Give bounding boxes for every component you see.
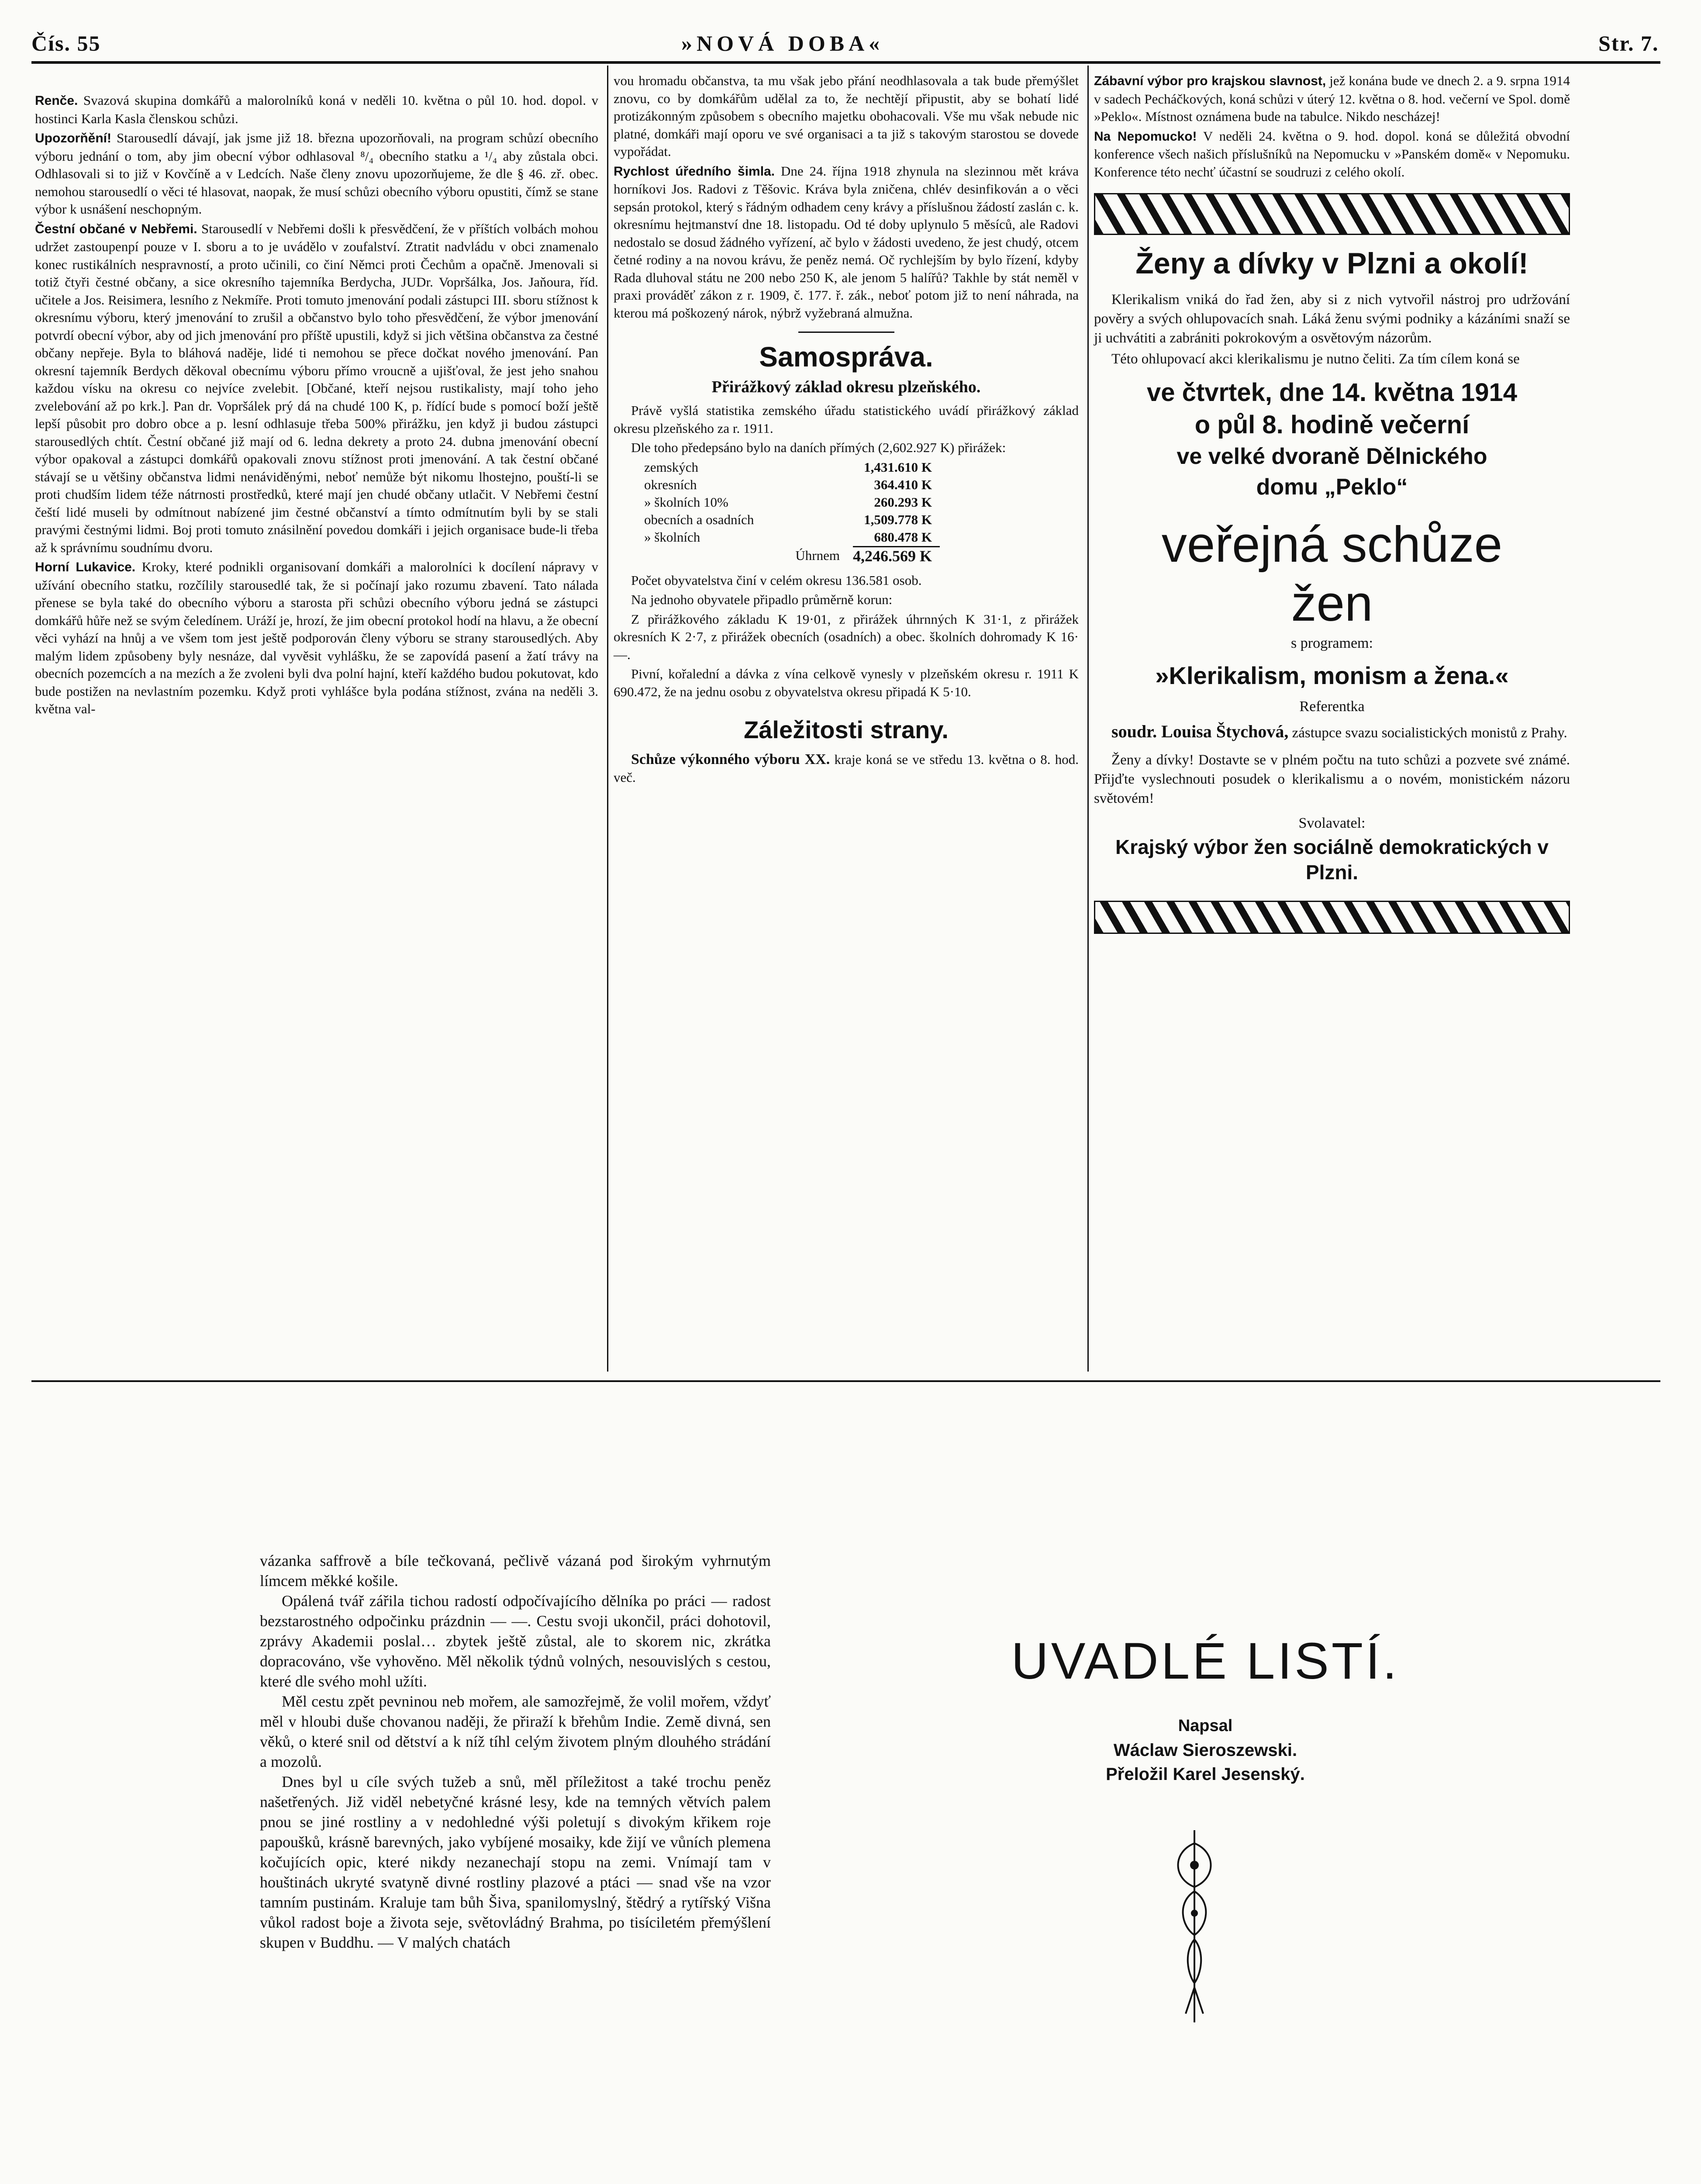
article-continuation: vou hromadu občanstva, ta mu však jebo přání neodhlasovala a tak bude přemýšlet znovu, co by domkářům udělal za to, že nechtějí připustit, aby se bohatí lidé protizákonným způsobem s obecního majetku obohacovali. Vše mu však nebude nic platné, domkáři mají oporu ve své organisaci a ta již s takovým starostou se dovede vypořádat.	[614, 73, 1079, 159]
table-row: obecních a osadních 1,509.778 K	[644, 511, 932, 527]
article-text: Svazová skupina domkářů a malorolníků koná v neděli 10. května o půl 10. hod. dopol. v hostinci Karla Kasla členskou schůzi.	[35, 93, 598, 126]
article-urednich-simla	[614, 162, 1079, 322]
column-3	[1094, 72, 1570, 934]
column-rule-2	[1087, 66, 1089, 1372]
story-paragraph: Měl cestu zpět pevninou neb mořem, ale samozřejmě, že volil mořem, vždyť měl v hloubi duše chovanou naději, že přiraží k břehům Indie. Země divná, sen věků, o které snil od dětství a k níž tíhl celým životem plným dlouhého strádání a mozolů.	[260, 1693, 771, 1770]
page-number: Str. 7.	[1598, 31, 1659, 55]
ad-convener: Krajský výbor žen sociálně demokratických v Plzni.	[1115, 836, 1549, 884]
ad-meeting-subject: žen	[1291, 575, 1373, 632]
story-paragraph: vázanka saffrově a bíle tečkovaná, pečlivě vázaná pod širokým vyhrnutým límcem měkké košile.	[260, 1552, 771, 1590]
surcharge-table	[644, 459, 940, 565]
column-rule-1	[607, 66, 608, 1372]
table-row: okresních 364.410 K	[644, 477, 932, 492]
beer-tax-paragraph: Pivní, kořalední a dávka z vína celkově vynesly v plzeňském okresu r. 1911 K 690.472, že na jednu osobu z obyvatelstva okresu připadá K 5·10.	[614, 666, 1079, 699]
ad-topic: »Klerikalism, monism a žena.«	[1155, 662, 1509, 689]
party-meeting-paragraph: Schůze výkonného výboru XX. kraje koná se ve středu 13. května o 8. hod. več.	[614, 751, 1079, 785]
newspaper-title: »NOVÁ DOBA«	[681, 31, 884, 55]
header-rule	[31, 61, 1660, 64]
ornament-icon	[1164, 1826, 1225, 2027]
article-keyword: Renče.	[35, 93, 78, 108]
surcharge-intro: Právě vyšlá statistika zemského úřadu statistického uvádí přirážkový základ okresu plzeňského za r. 1911.	[614, 403, 1079, 436]
story-paragraph: Dnes byl u cíle svých tužeb a snů, měl příležitost a také trochu peněz našetřených. Již viděl nebetyčné krásné lesy, kde na temných větvích palem pnou se jiné rostliny a v nedohledné výši poletují s divokým křikem roje papoušků, krásně barevných, jako vybíjené mosaiky, kde žijí ve vůních plemena kočujících opic, které nikdy nezanechají stopu na zemi. Vnímají tam v houštinách ukryté svatyně divné rostliny plazové a ptáci — snad vše na vzor tamním pustinám. Kraluje tam bůh Šiva, spanilomyslný, štědrý a rytířský Višna vůkol radost boje a života seje, světovládný Brahma, po tisíciletém přemýšlení skupen v Buddhu. — V malých chatách	[260, 1773, 771, 1951]
booklet-by: Napsal	[1178, 1717, 1233, 1735]
article-nebrem	[35, 220, 598, 557]
article-keyword: Zábavní výbor pro krajskou slavnost,	[1094, 74, 1326, 88]
article-text: V neděli 24. května o 9. hod. dopol. koná se důležitá obvodní konference všech našich příslušníků na Nepomucku v »Panském domě« v Nepomuku. Konference této nechť účastní se soudruzi z celého okolí.	[1094, 128, 1570, 180]
story-excerpt	[260, 1551, 771, 1952]
ad-meeting-title: veřejná schůze	[1161, 516, 1503, 573]
page-bottom-rule	[31, 1380, 1660, 1382]
surcharge-intro-2: Dle toho předepsáno bylo na daních přímých (2,602.927 K) přirážek:	[631, 440, 1006, 455]
article-text: jež konána bude ve dnech 2. a 9. srpna 1914 v sadech Pecháčkových, koná schůzi v úterý 12. května o 8. hod. večerní ve Spol. domě »Peklo«. Místnost oznámena bude na tabulce. Nikdo nescházej!	[1094, 73, 1570, 124]
per-capita-paragraph: Z přirážkového základu K 19·01, z přirážek úhrnných K 31·1, z přirážek okresních K 2·7, z přirážek obecních (osadních) a obec. školních dohromady K 16·—.	[614, 611, 1079, 662]
article-upozorneni	[35, 129, 598, 218]
ad-title: Ženy a dívky v Plzni a okolí!	[1135, 247, 1528, 280]
article-keyword: Upozorňění!	[35, 131, 111, 145]
ad-paragraph: Klerikalism vniká do řad žen, aby si z nich vytvořil nástroj pro udržování pověry a svých ohlupovacích snah. Láká ženu svými podniky a kázáními snaží se ji uchvátiti a zabrániti pokrokovým a osvětovým názorům.	[1094, 292, 1570, 346]
population-paragraph: Počet obyvatelstva činí v celém okresu 136.581 osob.	[631, 572, 922, 588]
section-heading-party: Záležitosti strany.	[744, 716, 949, 743]
subsection-heading: Přirážkový základ okresu plzeňského.	[711, 378, 981, 396]
ad-venue-line-2: domu „Peklo“	[1256, 474, 1408, 500]
ad-referent-label: Referentka	[1299, 698, 1365, 715]
ad-convener-label: Svolavatel:	[1298, 815, 1366, 831]
table-row: » školních 10% 260.293 K	[644, 494, 932, 510]
article-text: Starousedlí v Nebřemi došli k přesvědčení, že v příštích volbách mohou udržet zastoupenpí pouze v I. sboru a to je uvádělo v zoufalství. Ztratit nadvládu v obci znamenalo konec rustikálních nespravností, a proto učinili, co činí Němci proti Čechům a opačně. Jmenovali si totiž čtyři čestné občany, a sice okresního tajemníka Berdycha, JUDr. Vopršálka, Jos. Jaňoura, říd. učitele a Jos. Reisimera, lesního z Nekmíře. Proti tomuto jmenování podali zástupci III. sboru stížnost k okresnímu výboru, který jmenování to zrušil a občanstvo bylo toho přesvědčení, že výbor jmenování potvrdí obecní výbor, aby od jich jmenování pro příště upustili, když si jich většina občanstva za čestné občany nepřeje. Byla to bláhová naděje, lidé ti nemohou se přece dočkat nového jmenování. Pan okresní tajemník Berdych děkoval obecnímu výboru přímo vroucně a ujišťoval, že jest jeho snahou každou vísku na okresu co nejvíce zvelebit. [Občané, kteří nejsou rustikalisty, mají toho jeho zvelebování až po krk.]. Pan dr. Vopršálek prý dá na chudé 100 K, p. řídící bude s pomocí boží ještě lepší působit pro dobro obce a p. lesní odhlasuje třeba 500% přirážku, jen když ji budou zástupci starousedlých chtít. Čestní občané již mají od 6. ledna dekrety a proto 24. dubna jmenování obecní výbor opakoval a zástupci domkářů opakovali znovu stížnost proti jmenování. A tak čestní občané stávají se u většiny občanstva lidmi nenáviděnými, neboť nemůže být nikomu lhostejno, pouští-li se proti chudším lidem téže nátrnosti prostředků, které mají jen chudé občany utlačit. V Nebřemi čestní čeští lidé museli by odmítnout nabízené jim čestné občanství a tímto odmítnutím byli by se stali pravými čestnými lidmi. Boj proti tomuto znásilnění povedou domkáři i jejich organisace bude-li třeba až k správnímu soudnímu dvoru.	[35, 221, 598, 555]
section-heading-samosprava: Samospráva.	[759, 341, 933, 373]
booklet-title: UVADLÉ LISTÍ.	[1011, 1632, 1400, 1690]
article-keyword: Na Nepomucko!	[1094, 129, 1197, 144]
ad-speaker: soudr. Louisa Štychová, zástupce svazu socialistických monistů z Prahy.	[1111, 722, 1567, 741]
article-keyword: Čestní občané v Nebřemi.	[35, 221, 197, 236]
article-text: Kroky, které podnikli organisovaní domkáři a malorolníci k docílení nápravy v užívání obecního statku, rozčílily starousedlé tak, že si počínají jako rozumu zbavení. Tato nálada přenese se byla také do obecního výboru a starosta při schůzi obecního výboru jedná se zástupci domkářů hůře než se svým čeledínem. Uráží je, hrozí, že jim obecní protokol hodí na hlavu, a že obecní věci vyhází na hnůj a ve všem tom jest ještě podporován členy výboru se strany starousedlých. Aby malým lidem způsobeny byly nesnáze, dal vyvěsit vyhlášku, že se zapovídá pasení a žatí trávy na obecních pozemcích a na mezích a že zvoleni byli dva polní hajní, kteří každého budou pokutovat, kdo bude postižen na nevlastním pozemku. Když proti vyhlášce byla podána stížnost, zvána na neděli 3. května val-	[35, 559, 599, 716]
article-lukavice	[35, 558, 598, 718]
story-paragraph: Opálená tvář zářila tichou radostí odpočívajícího dělníka po práci — radost bezstarostného odpočinku prázdnin — —. Cestu svoji ukončil, práci dohotovil, zprávy Akademii poslal… zbytek ještě zůstal, ale to skorem nic, zkrátka dopracováno, vše vyhověno. Měl několik týdnů volných, nesouvislých s cestou, které dle svého mohl užíti.	[260, 1592, 771, 1690]
column-2	[614, 72, 1079, 788]
ad-call-to-action: Ženy a dívky! Dostavte se v plném počtu na tuto schůzi a pozvete své známé. Přijďte vyslechnouti posudek o klerikalismu a o novém, monistickém názoru světovém!	[1094, 752, 1570, 806]
decorative-border-bottom	[1094, 901, 1570, 934]
issue-number: Čís. 55	[31, 31, 101, 55]
decorative-border-top	[1094, 193, 1570, 235]
article-keyword: Horní Lukavice.	[35, 560, 136, 574]
article-rence	[35, 92, 598, 128]
per-capita-heading: Na jednoho obyvatele připadlo průměrně korun:	[631, 592, 893, 607]
section-divider	[798, 332, 894, 333]
ad-paragraph: Této ohlupovací akci klerikalismu je nutno čeliti. Za tím cílem koná se	[1111, 351, 1520, 367]
article-keyword: Rychlost úředního šimla.	[614, 164, 775, 179]
ad-date-line: ve čtvrtek, dne 14. května 1914	[1147, 378, 1517, 407]
booklet-author: Wáclaw Sieroszewski.	[1113, 1741, 1297, 1760]
ad-program-label: s programem:	[1291, 635, 1373, 651]
column-1	[35, 92, 598, 720]
article-text: Dne 24. října 1918 zhynula na slezinnou mět kráva horníkovi Jos. Radovi z Těšovic. Kráva byla zničena, chlév desinfikován a o věci sepsán protokol, který s řádným odhadem ceny krávy a příslušnou žádostí zaslán c. k. okresnímu hejtmanství dne 18. listopadu. Od té doby uplynulo 5 měsíců, ale Radovi nedostalo se dosud žádného vyřízení, ač bylo v žádosti uvedeno, že jest chudý, otcem četné rodiny a na novou krávu, že peněz nemá. Oč rychlejším by bylo řízení, kdyby Rada dluhoval státu ne 200 nebo 250 K, ale jenom 5 halířů? Takhle by stát neměl v praxi prováděť zákon z r. 1909, č. 177. ř. zák., neboť potom již to není náhrada, na kterou má poškozený nárok, nýbrž vyžebraná almužna.	[614, 163, 1079, 321]
booklet-translator: Přeložil Karel Jesenský.	[1106, 1765, 1305, 1784]
article-text: Starousedlí dávají, jak jsme již 18. března upozorňovali, na program schůzí obecního výboru jednání o tom, aby jim obecní výbor odhlasoval ⁸/₄ obecního statku a ¹/₄ aby zůstala obci. Odhlasovali si to již v Kovčíně a v Ledcích. Naše členy znovu upozorňujeme, že dle § 46. zř. obec. nemohou starousedlí o věci té hlasovat, naopak, že musí schůzi obecního výboru opustiti, čímž se stane výbor k usnášení neschopným.	[35, 130, 598, 217]
table-row: zemských 1,431.610 K	[644, 459, 932, 475]
table-row: » školních 680.478 K	[644, 529, 940, 547]
ad-venue-line: ve velké dvoraně Dělnického	[1177, 444, 1487, 469]
table-total-row: Úhrnem 4,246.569 K	[795, 547, 932, 565]
ad-time-line: o půl 8. hodině večerní	[1194, 411, 1470, 439]
